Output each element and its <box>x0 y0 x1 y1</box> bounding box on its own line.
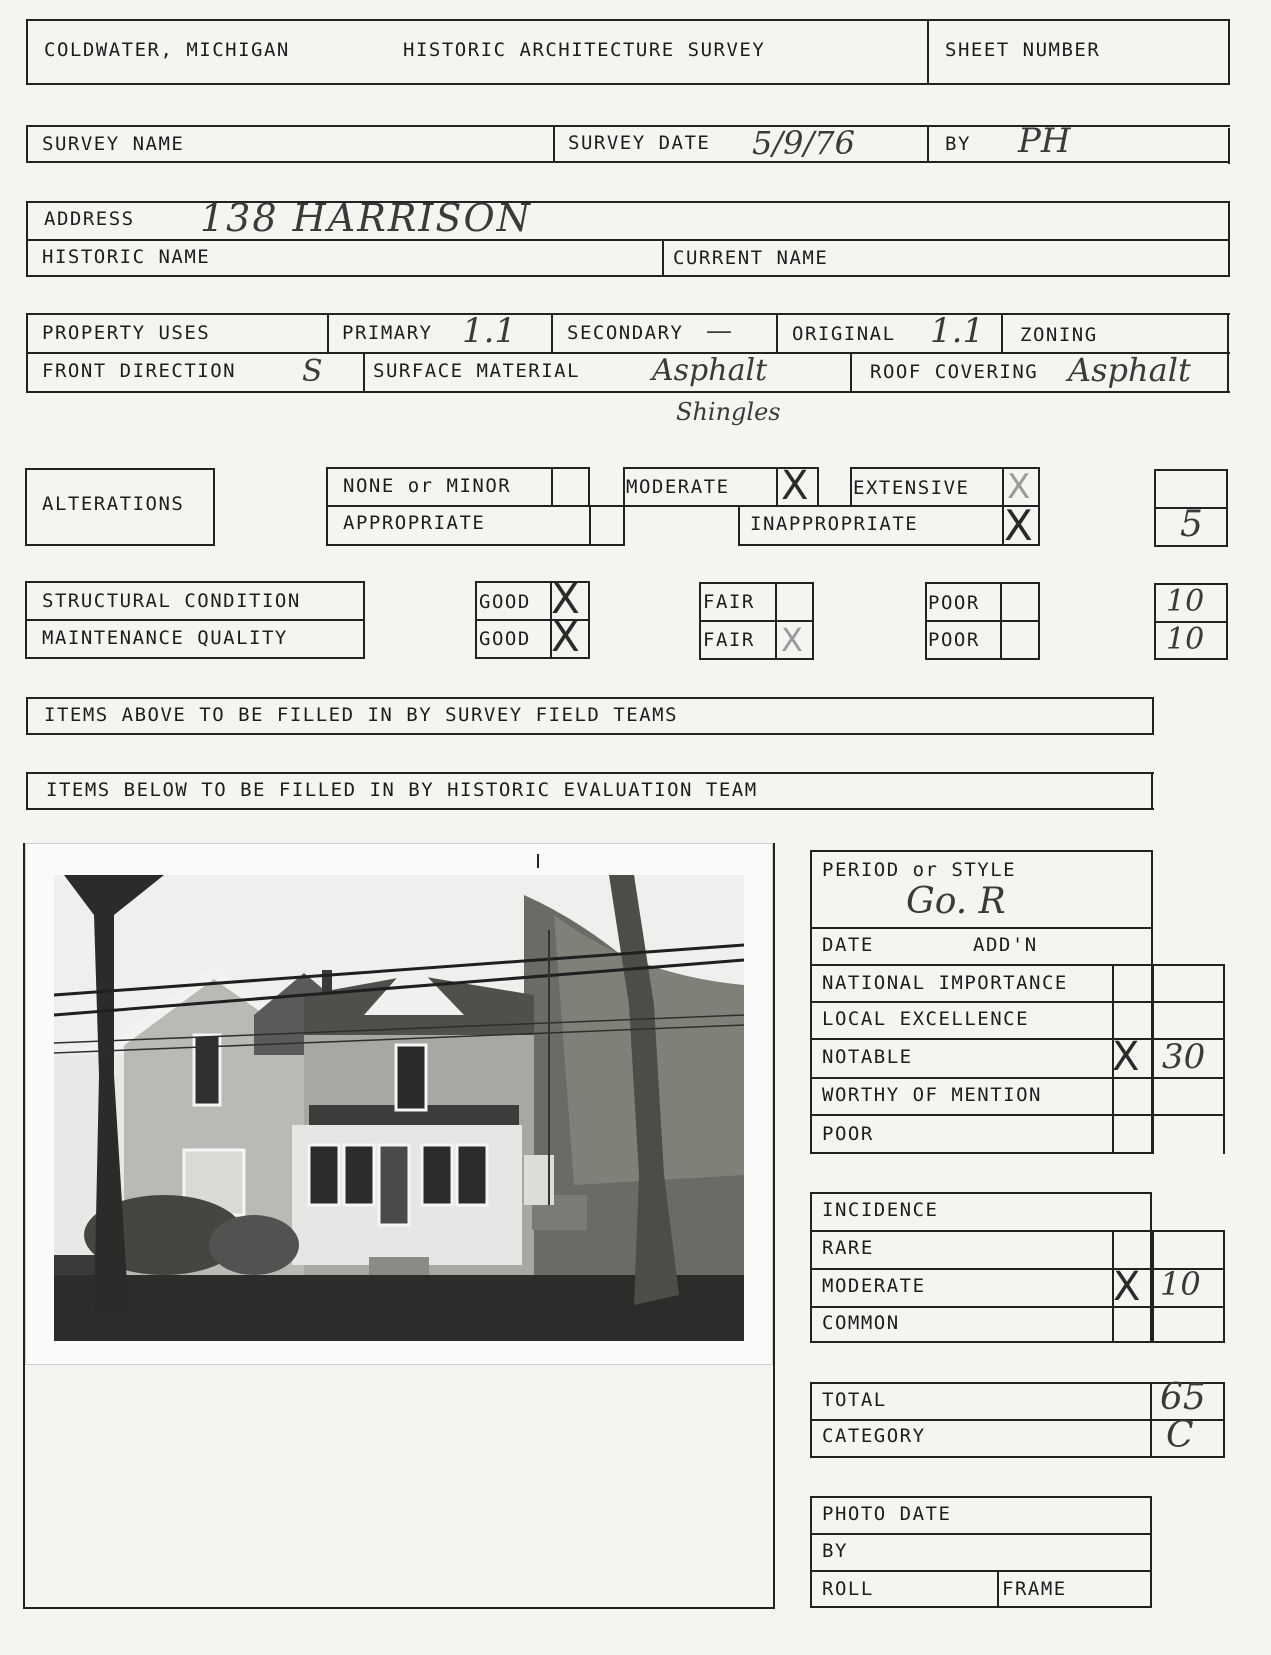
property-uses-label: PROPERTY USES <box>42 322 211 344</box>
total-value: 65 <box>1160 1377 1206 1418</box>
totals-score-divider <box>1150 1382 1152 1458</box>
property-divider <box>26 352 1230 354</box>
structural-poor-label: POOR <box>928 592 980 614</box>
surface-material-value: Asphalt <box>652 353 768 388</box>
survey-right-edge <box>1228 128 1230 164</box>
photo-by-label: BY <box>822 1540 848 1562</box>
house-photo-image <box>54 875 744 1341</box>
totals-divider <box>810 1419 1225 1421</box>
poor-divider <box>925 620 1040 622</box>
primary-value: 1.1 <box>462 311 517 351</box>
photo-by-divider <box>810 1570 1152 1572</box>
notable-check: X <box>1112 1034 1140 1080</box>
notable-label: NOTABLE <box>822 1046 913 1068</box>
survey-title: HISTORIC ARCHITECTURE SURVEY <box>403 39 766 61</box>
category-value: C <box>1166 1415 1194 1456</box>
original-label: ORIGINAL <box>792 323 896 345</box>
incidence-moderate-check: X <box>1113 1264 1141 1310</box>
poor-check-divider <box>1000 582 1002 660</box>
roll-frame-divider <box>997 1570 999 1608</box>
worthy-of-mention-label: WORTHY OF MENTION <box>822 1084 1042 1106</box>
front-direction-label: FRONT DIRECTION <box>42 360 237 382</box>
house-photo <box>54 875 744 1341</box>
items-below-right-edge <box>1151 774 1153 810</box>
maintenance-quality-label: MAINTENANCE QUALITY <box>42 627 288 649</box>
maintenance-fair-label: FAIR <box>703 629 755 651</box>
maintenance-good-check: X <box>551 612 580 661</box>
photo-date-label: PHOTO DATE <box>822 1503 952 1525</box>
incidence-moderate-score: 10 <box>1160 1265 1201 1303</box>
sheet-number-label: SHEET NUMBER <box>945 39 1101 61</box>
items-below-note: ITEMS BELOW TO BE FILLED IN BY HISTORIC EVALUATION TEAM <box>46 779 758 801</box>
roll-label: ROLL <box>822 1578 874 1600</box>
moderate-check: X <box>781 463 809 509</box>
national-importance-label: NATIONAL IMPORTANCE <box>822 972 1068 994</box>
period-divider <box>810 927 1153 929</box>
surface-material-value-2: Shingles <box>676 398 781 426</box>
front-direction-value: S <box>302 354 323 389</box>
alterations-score: 5 <box>1180 504 1203 545</box>
surface-material-label: SURFACE MATERIAL <box>373 360 581 382</box>
uses-divider-4 <box>1001 313 1003 352</box>
rare-label: RARE <box>822 1237 874 1259</box>
incidence-label: INCIDENCE <box>822 1199 939 1221</box>
notable-score: 30 <box>1162 1037 1206 1077</box>
direction-divider-2 <box>850 352 852 393</box>
survey-date-label: SURVEY DATE <box>568 132 711 154</box>
extensive-check: X <box>1007 467 1031 507</box>
historic-name-label: HISTORIC NAME <box>42 246 211 268</box>
secondary-value: — <box>706 316 732 346</box>
photo-tick-mark <box>537 854 539 868</box>
secondary-label: SECONDARY <box>567 322 684 344</box>
frame-label: FRAME <box>1002 1578 1067 1600</box>
addn-label: ADD'N <box>973 934 1038 956</box>
period-style-label: PERIOD or STYLE <box>822 859 1017 881</box>
local-excellence-label: LOCAL EXCELLENCE <box>822 1008 1030 1030</box>
none-minor-check-divider <box>551 467 553 507</box>
fair-check-divider <box>775 582 777 660</box>
extensive-label: EXTENSIVE <box>853 477 970 499</box>
survey-by-label: BY <box>945 133 971 155</box>
original-value: 1.1 <box>930 311 985 351</box>
alterations-label: ALTERATIONS <box>42 493 185 515</box>
name-divider <box>662 239 664 277</box>
maintenance-poor-label: POOR <box>928 629 980 651</box>
category-label: CATEGORY <box>822 1425 926 1447</box>
total-label: TOTAL <box>822 1389 887 1411</box>
incidence-score-divider <box>1152 1230 1154 1343</box>
uses-divider-2 <box>551 313 553 352</box>
uses-divider-1 <box>327 313 329 352</box>
zoning-label: ZONING <box>1020 324 1098 346</box>
roof-covering-value: Asphalt <box>1068 351 1191 389</box>
survey-date-value: 5/9/76 <box>752 124 855 162</box>
period-style-value: Go. R <box>906 881 1006 922</box>
rating-score-divider <box>1152 964 1154 1154</box>
date-label: DATE <box>822 934 874 956</box>
items-above-top <box>26 697 1154 699</box>
survey-by-value: PH <box>1018 121 1071 161</box>
appropriate-check-divider <box>589 505 591 546</box>
survey-name-label: SURVEY NAME <box>42 133 185 155</box>
items-above-note: ITEMS ABOVE TO BE FILLED IN BY SURVEY FIELD TEAMS <box>44 704 679 726</box>
photo-date-divider <box>810 1533 1152 1535</box>
header-divider <box>927 19 929 85</box>
moderate-check-divider <box>776 467 778 507</box>
inappropriate-check: X <box>1004 501 1033 550</box>
incidence-moderate-label: MODERATE <box>822 1275 926 1297</box>
survey-divider-1 <box>553 125 555 163</box>
city-label: COLDWATER, MICHIGAN <box>44 39 290 61</box>
inappropriate-label: INAPPROPRIATE <box>750 513 919 535</box>
maintenance-score: 10 <box>1166 622 1205 657</box>
address-label: ADDRESS <box>44 208 135 230</box>
structural-fair-label: FAIR <box>703 591 755 613</box>
moderate-label: MODERATE <box>626 476 730 498</box>
survey-divider-2 <box>927 125 929 163</box>
evaluation-poor-label: POOR <box>822 1123 874 1145</box>
condition-label-divider <box>25 619 365 621</box>
structural-condition-label: STRUCTURAL CONDITION <box>42 590 301 612</box>
none-minor-label: NONE or MINOR <box>343 475 512 497</box>
appropriate-label: APPROPRIATE <box>343 512 486 534</box>
maintenance-good-label: GOOD <box>479 628 531 650</box>
primary-label: PRIMARY <box>342 322 433 344</box>
roof-covering-label: ROOF COVERING <box>870 361 1039 383</box>
structural-score: 10 <box>1166 584 1205 619</box>
direction-divider-1 <box>363 352 365 393</box>
current-name-label: CURRENT NAME <box>673 247 829 269</box>
common-label: COMMON <box>822 1312 900 1334</box>
address-value: 138 HARRISON <box>200 196 532 240</box>
structural-good-label: GOOD <box>479 591 531 613</box>
maintenance-fair-check: X <box>781 621 803 659</box>
structural-good-check: X <box>551 574 580 623</box>
uses-divider-3 <box>776 313 778 352</box>
